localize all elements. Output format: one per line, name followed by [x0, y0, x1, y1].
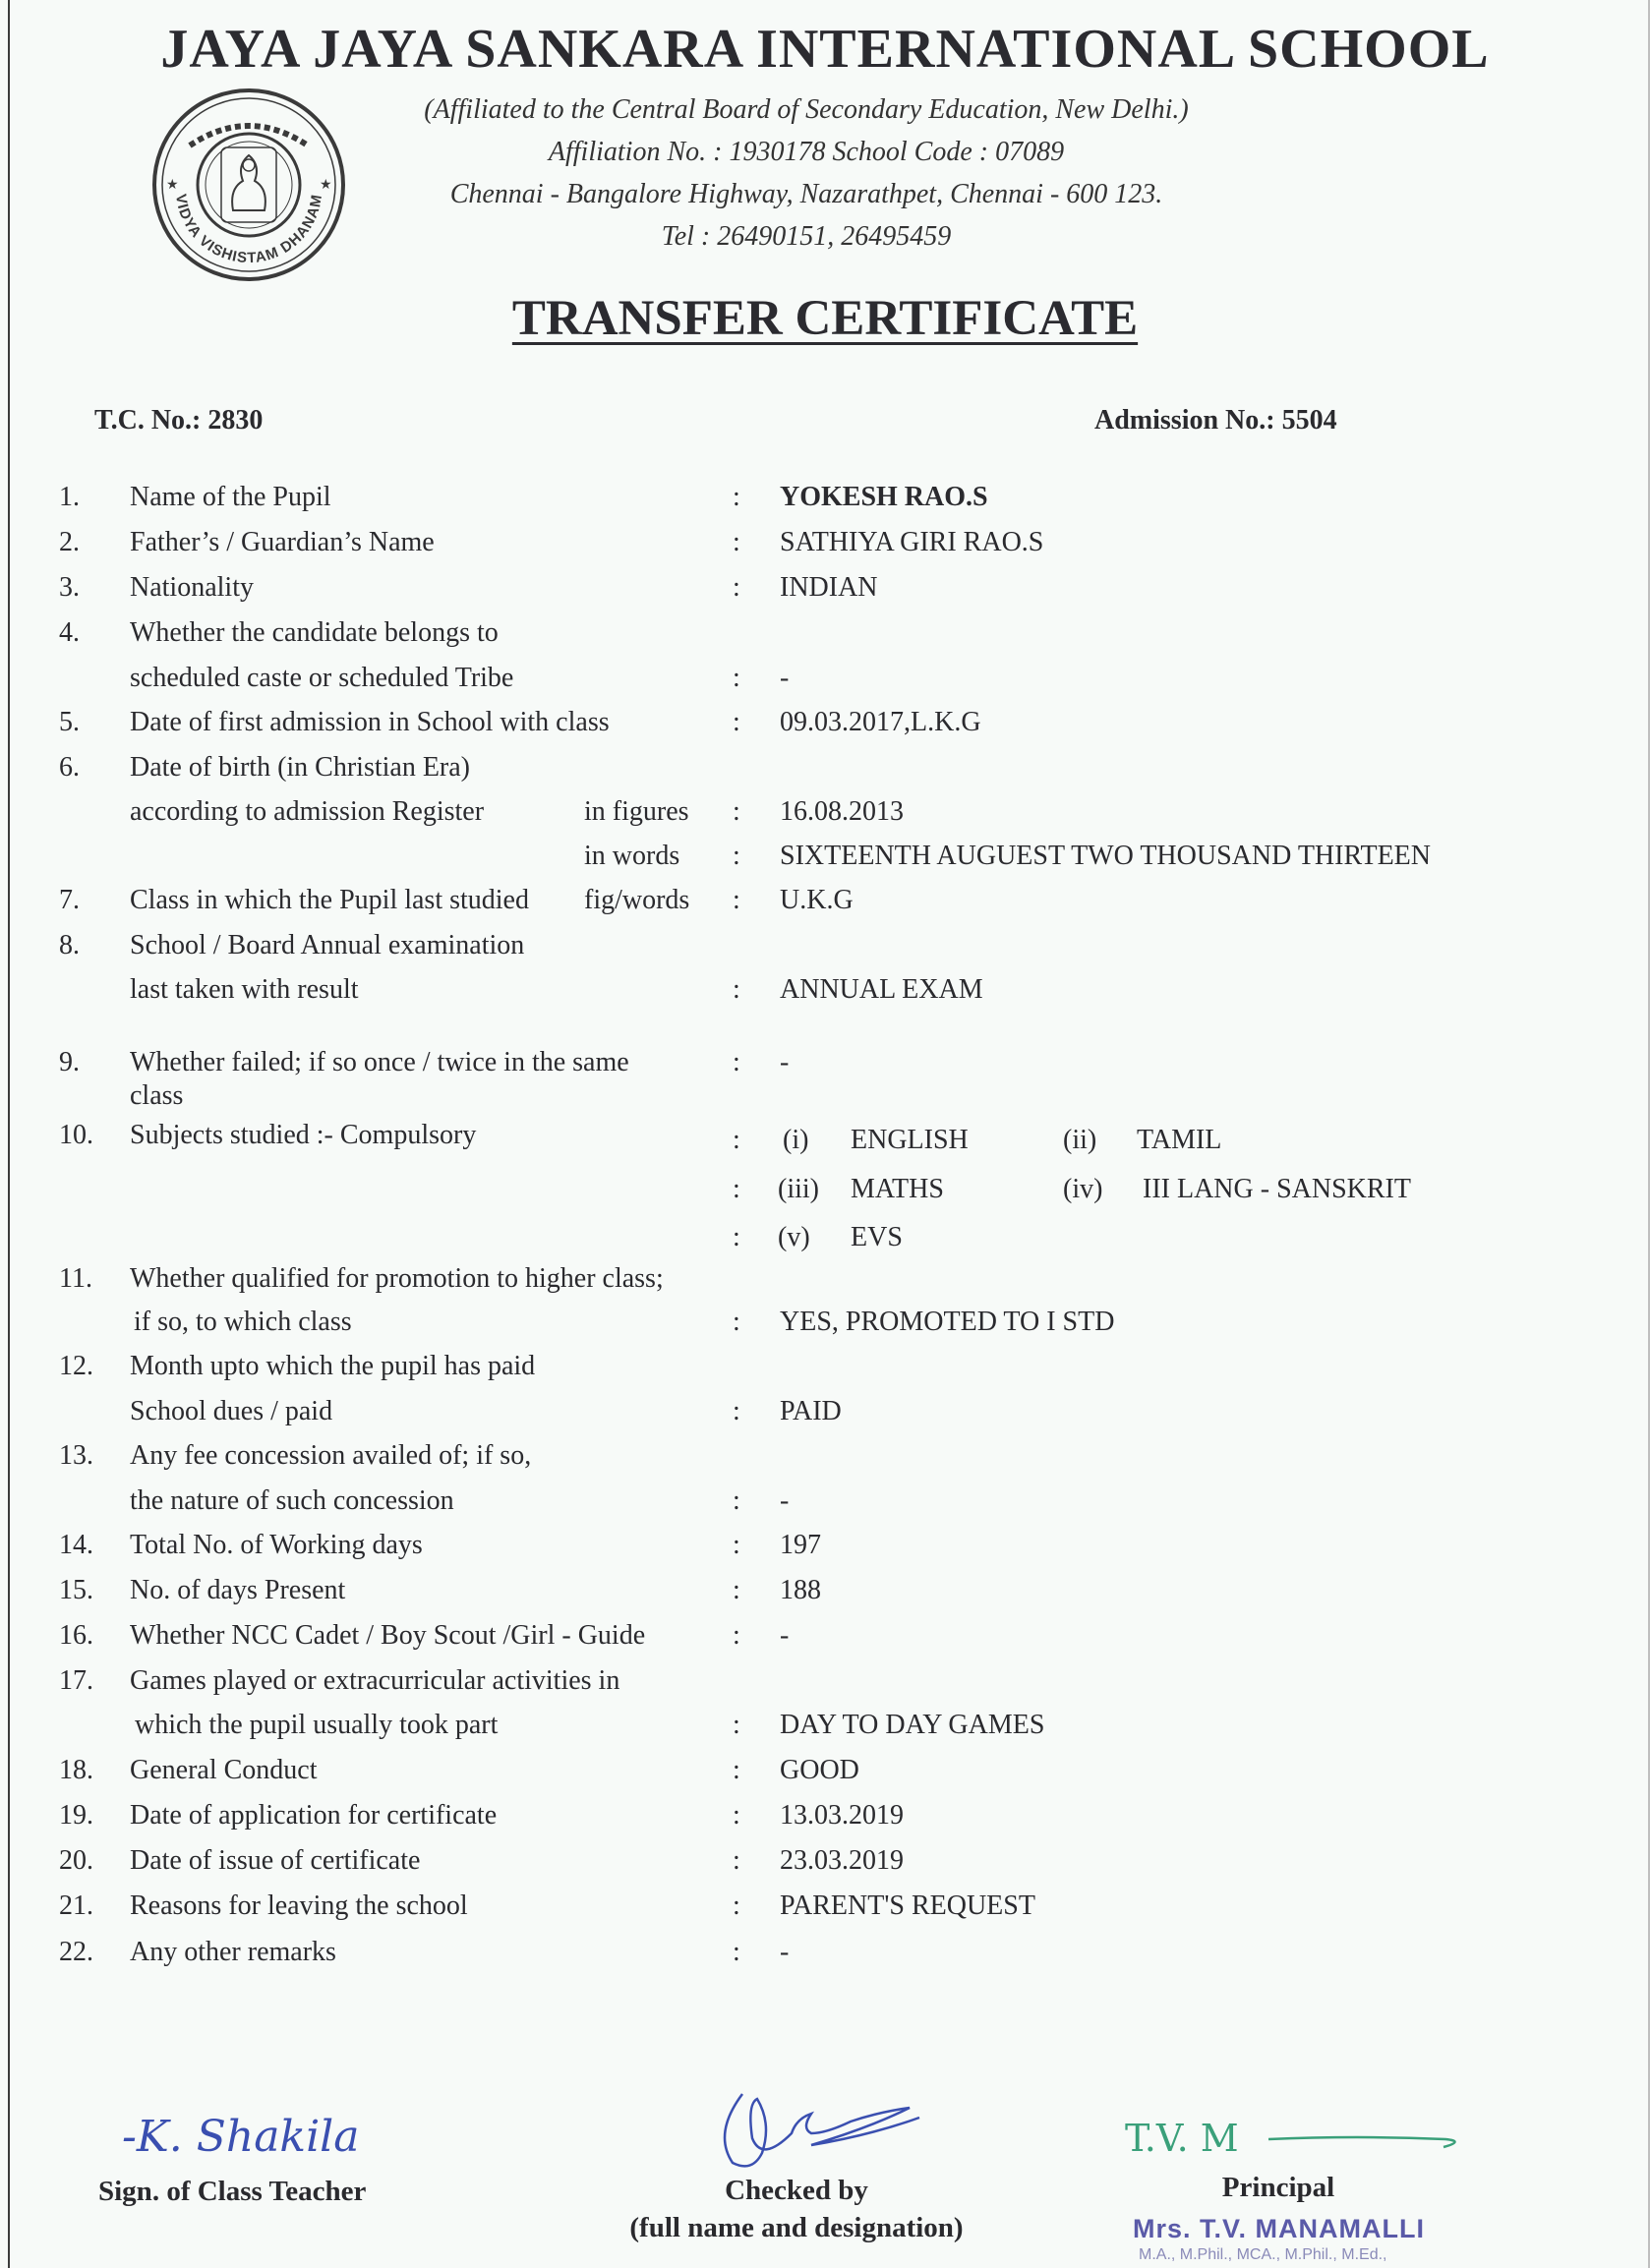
row-label: No. of days Present [130, 1575, 346, 1605]
subject-numeral: (v) [778, 1222, 810, 1252]
row-colon: : [733, 1620, 740, 1651]
row-value: - [780, 663, 790, 693]
row-colon: : [733, 796, 740, 827]
row-colon: : [733, 1485, 740, 1516]
row-label: Month upto which the pupil has paid [130, 1351, 536, 1381]
row-label: Any other remarks [130, 1937, 336, 1967]
row-label: Class in which the Pupil last studied [130, 885, 529, 915]
row-label: Father’s / Guardian’s Name [130, 527, 435, 557]
principal-label: Principal [1221, 2172, 1335, 2203]
row-number: 1. [59, 482, 80, 512]
subject-numeral: (ii) [1063, 1125, 1097, 1155]
row-number: 20. [59, 1845, 93, 1876]
affiliation-block [374, 88, 1239, 258]
row-number: 8. [59, 930, 80, 960]
row-label-cont: which the pupil usually took part [135, 1710, 499, 1740]
row-value: INDIAN [780, 572, 878, 603]
document-title-wrap [0, 290, 1650, 347]
row-number: 22. [59, 1937, 93, 1967]
row-sublabel: in figures [584, 796, 689, 827]
row-colon: : [733, 974, 740, 1005]
subject-numeral: (iii) [778, 1174, 819, 1204]
row-colon: : [733, 885, 740, 915]
school-name: JAYA JAYA SANKARA INTERNATIONAL SCHOOL [160, 19, 1490, 80]
svg-text:VIDYA VISHISTAM DHANAM [172, 193, 325, 266]
row-number: 19. [59, 1800, 93, 1831]
principal-qualifications: M.A., M.Phil., MCA., M.Phil., M.Ed., [1139, 2246, 1387, 2263]
row-colon: : [733, 1845, 740, 1876]
row-label: Date of issue of certificate [130, 1845, 421, 1876]
row-number: 10. [59, 1120, 93, 1150]
row-value: SIXTEENTH AUGUEST TWO THOUSAND THIRTEEN [780, 841, 1431, 871]
row-value: PAID [780, 1396, 842, 1426]
row-label: Whether failed; if so once / twice in the same [130, 1047, 629, 1077]
principal-name: Mrs. T.V. MANAMALLI [1133, 2214, 1426, 2243]
row-label: Date of application for certificate [130, 1800, 498, 1831]
row-label: Date of birth (in Christian Era) [130, 752, 471, 783]
row-value: 188 [780, 1575, 821, 1605]
subject-name: EVS [851, 1222, 903, 1252]
row-colon: : [733, 1396, 740, 1426]
row-number: 17. [59, 1665, 93, 1696]
row-value: YES, PROMOTED TO I STD [780, 1307, 1115, 1337]
row-colon: : [733, 1800, 740, 1831]
principal-signature-text: T.V. M [1125, 2117, 1239, 2160]
row-label-cont: School dues / paid [130, 1396, 333, 1426]
row-label: General Conduct [130, 1755, 318, 1785]
checked-by-label: Checked by [725, 2175, 868, 2206]
telephone-line: Tel : 26490151, 26495459 [661, 221, 952, 252]
address-line: Chennai - Bangalore Highway, Nazarathpet, Chennai - 600 123. [449, 179, 1163, 209]
subject-name: III LANG - SANSKRIT [1143, 1174, 1411, 1204]
row-colon: : [733, 1125, 740, 1155]
tc-number: T.C. No.: 2830 [94, 405, 264, 436]
row-label: Reasons for leaving the school [130, 1890, 468, 1921]
row-value: 16.08.2013 [780, 796, 904, 827]
subject-name: TAMIL [1137, 1125, 1222, 1155]
row-colon: : [733, 1575, 740, 1605]
row-label-cont: last taken with result [130, 974, 359, 1005]
document-title: TRANSFER CERTIFICATE [511, 291, 1139, 346]
affiliation-line: (Affiliated to the Central Board of Secondary Education, New Delhi.) [424, 94, 1189, 125]
row-number: 12. [59, 1351, 93, 1381]
row-label-cont: if so, to which class [134, 1307, 352, 1337]
row-colon: : [733, 1890, 740, 1921]
row-value: - [780, 1937, 790, 1967]
row-number: 2. [59, 527, 80, 557]
row-value: DAY TO DAY GAMES [780, 1710, 1045, 1740]
row-label: School / Board Annual examination [130, 930, 525, 960]
row-label-cont: the nature of such concession [130, 1485, 454, 1516]
row-number: 16. [59, 1620, 93, 1651]
row-value: ANNUAL EXAM [780, 974, 983, 1005]
row-label: Total No. of Working days [130, 1530, 423, 1560]
class-teacher-label: Sign. of Class Teacher [98, 2176, 367, 2207]
row-value: 23.03.2019 [780, 1845, 904, 1876]
row-value: - [780, 1620, 790, 1651]
row-label: Whether qualified for promotion to higher class; [130, 1263, 664, 1294]
row-colon: : [733, 1937, 740, 1967]
row-number: 5. [59, 707, 80, 737]
row-colon: : [733, 482, 740, 512]
row-colon: : [733, 1174, 740, 1204]
row-sublabel: fig/words [584, 885, 690, 915]
row-label: Any fee concession availed of; if so, [130, 1440, 532, 1471]
row-label-cont: scheduled caste or scheduled Tribe [130, 663, 514, 693]
checked-by-signature [703, 2074, 969, 2182]
row-label: Date of first admission in School with class [130, 707, 610, 737]
subject-numeral: (iv) [1063, 1174, 1103, 1204]
row-number: 4. [59, 617, 80, 648]
row-colon: : [733, 1710, 740, 1740]
class-teacher-signature-text: -K. Shakila [122, 2112, 360, 2162]
row-value: SATHIYA GIRI RAO.S [780, 527, 1044, 557]
row-label: Name of the Pupil [130, 482, 331, 512]
row-sublabel: in words [584, 841, 680, 871]
row-number: 6. [59, 752, 80, 783]
row-value: - [780, 1485, 790, 1516]
row-colon: : [733, 1530, 740, 1560]
row-label: Whether the candidate belongs to [130, 617, 499, 648]
seal-motto: VIDYA VISHISTAM DHANAM [172, 193, 326, 267]
subject-name: ENGLISH [851, 1125, 969, 1155]
row-number: 14. [59, 1530, 93, 1560]
row-value: YOKESH RAO.S [780, 482, 988, 512]
row-value: 197 [780, 1530, 821, 1560]
row-label-cont: according to admission Register [130, 796, 485, 827]
row-number: 15. [59, 1575, 93, 1605]
row-colon: : [733, 841, 740, 871]
row-colon: : [733, 663, 740, 693]
row-label: Games played or extracurricular activities in [130, 1665, 620, 1696]
class-teacher-signature [118, 2094, 374, 2173]
row-number: 3. [59, 572, 80, 603]
affiliation-number-line: Affiliation No. : 1930178 School Code : 07089 [548, 137, 1065, 167]
row-number: 7. [59, 885, 80, 915]
row-number: 9. [59, 1047, 80, 1077]
row-value: U.K.G [780, 885, 854, 915]
checked-by-sublabel: (full name and designation) [629, 2212, 964, 2243]
row-label: Whether NCC Cadet / Boy Scout /Girl - Guide [130, 1620, 646, 1651]
svg-text:★: ★ [166, 178, 179, 193]
row-colon: : [733, 1047, 740, 1077]
svg-text:★: ★ [320, 178, 332, 193]
row-value: - [780, 1047, 790, 1077]
row-value: GOOD [780, 1755, 859, 1785]
row-value: PARENT'S REQUEST [780, 1890, 1035, 1921]
row-colon: : [733, 1307, 740, 1337]
row-label: Subjects studied :- Compulsory [130, 1120, 477, 1150]
row-number: 11. [59, 1263, 92, 1294]
school-seal-logo [150, 87, 347, 283]
row-value: 09.03.2017,L.K.G [780, 707, 981, 737]
row-number: 21. [59, 1890, 93, 1921]
row-colon: : [733, 527, 740, 557]
subject-numeral: (i) [783, 1125, 809, 1155]
row-colon: : [733, 1755, 740, 1785]
row-label: Nationality [130, 572, 254, 603]
row-colon: : [733, 707, 740, 737]
row-colon: : [733, 572, 740, 603]
row-number: 13. [59, 1440, 93, 1471]
row-value: 13.03.2019 [780, 1800, 904, 1831]
principal-signature [1121, 2104, 1495, 2182]
row-label-cont: class [130, 1080, 184, 1111]
row-number: 18. [59, 1755, 93, 1785]
row-colon: : [733, 1222, 740, 1252]
admission-number: Admission No.: 5504 [1094, 405, 1337, 436]
subject-name: MATHS [851, 1174, 944, 1204]
